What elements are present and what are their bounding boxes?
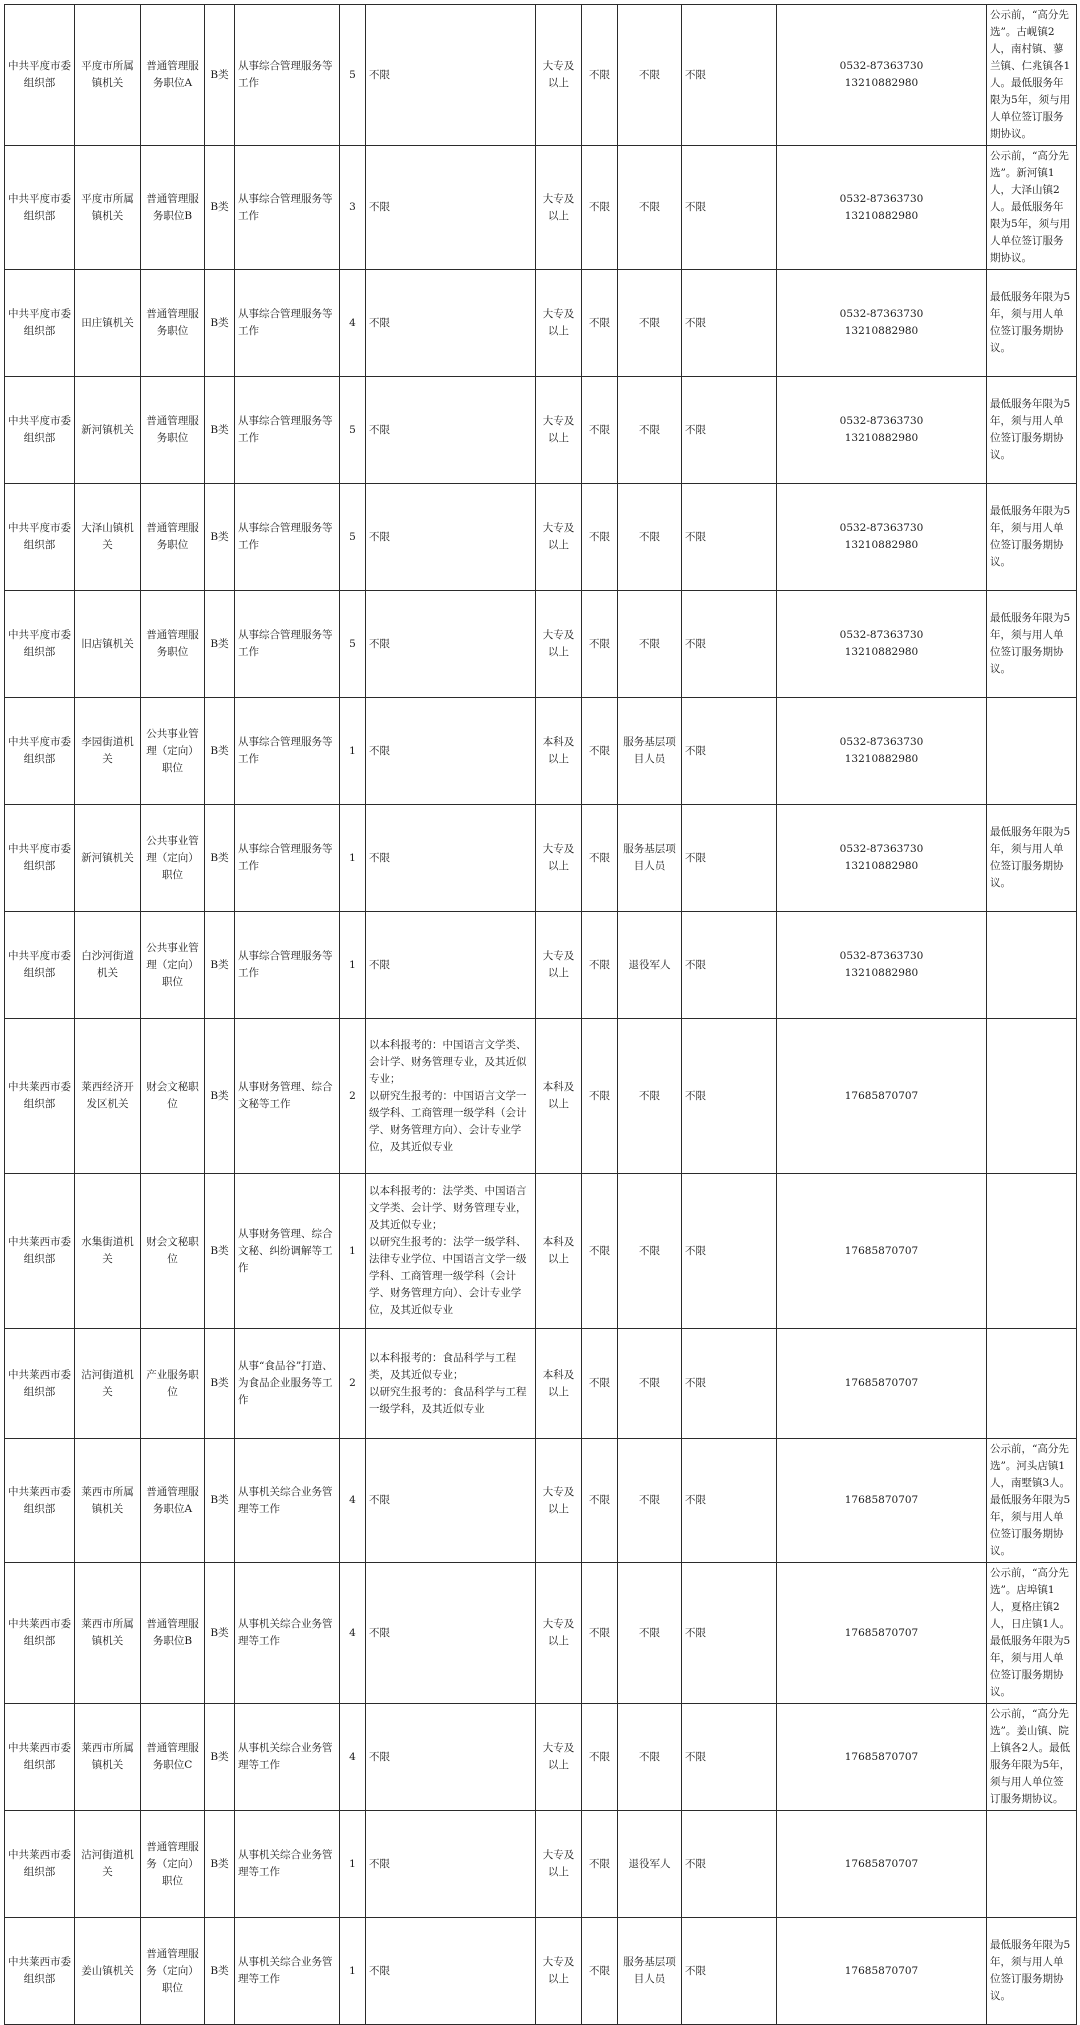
degree-cell: 不限 [582,591,618,698]
post-cell: 普通管理服务职位A [141,5,205,146]
category-cell: B类 [205,484,235,591]
major-cell: 以本科报考的：中国语言文学类、会计学、财务管理专业，及其近似专业； 以研究生报考的：中国语言文学一级学科、工商管理一级学科（会计学、财务管理方向）、会计专业学位，及其近似专业 [366,1019,536,1174]
scope-cell: 不限 [618,1329,682,1439]
category-cell: B类 [205,377,235,484]
major-cell: 不限 [366,5,536,146]
table-row [5,1174,1077,1329]
duty-cell: 从事综合管理服务等工作 [235,377,340,484]
dept-cell: 中共平度市委组织部 [5,484,75,591]
education-cell: 本科及以上 [536,698,582,805]
education-cell: 大专及以上 [536,1563,582,1704]
other-cell: 不限 [682,270,777,377]
other-cell: 不限 [682,1563,777,1704]
category-cell: B类 [205,270,235,377]
scope-cell: 不限 [618,377,682,484]
category-cell: B类 [205,1563,235,1704]
dept-cell: 中共莱西市委组织部 [5,1329,75,1439]
note-cell: 最低服务年限为5年，须与用人单位签订服务期协议。 [987,377,1077,484]
dept-cell: 中共平度市委组织部 [5,591,75,698]
degree-cell: 不限 [582,912,618,1019]
count-cell: 4 [340,1704,366,1811]
post-cell: 普通管理服务职位C [141,1704,205,1811]
scope-cell: 不限 [618,591,682,698]
degree-cell: 不限 [582,377,618,484]
count-cell: 5 [340,591,366,698]
phone-cell: 17685870707 [777,1704,987,1811]
note-cell [987,1811,1077,1918]
duty-cell: 从事机关综合业务管理等工作 [235,1563,340,1704]
post-cell: 普通管理服务职位 [141,484,205,591]
post-cell: 普通管理服务职位B [141,1563,205,1704]
table-row [5,377,1077,484]
dept-cell: 中共莱西市委组织部 [5,1704,75,1811]
major-cell: 不限 [366,1918,536,2025]
degree-cell: 不限 [582,1811,618,1918]
degree-cell: 不限 [582,484,618,591]
count-cell: 1 [340,1811,366,1918]
count-cell: 4 [340,1439,366,1563]
duty-cell: 从事综合管理服务等工作 [235,5,340,146]
unit-cell: 田庄镇机关 [75,270,141,377]
post-cell: 普通管理服务（定向）职位 [141,1811,205,1918]
unit-cell: 莱西市所属镇机关 [75,1563,141,1704]
scope-cell: 服务基层项目人员 [618,805,682,912]
category-cell: B类 [205,698,235,805]
count-cell: 1 [340,912,366,1019]
scope-cell: 退役军人 [618,912,682,1019]
table-row [5,484,1077,591]
table-row [5,5,1077,146]
table-row [5,1563,1077,1704]
count-cell: 4 [340,1563,366,1704]
post-cell: 财会文秘职位 [141,1019,205,1174]
table-row [5,698,1077,805]
phone-cell: 0532-87363730 13210882980 [777,270,987,377]
recruitment-table [4,4,1077,2025]
dept-cell: 中共平度市委组织部 [5,912,75,1019]
dept-cell: 中共平度市委组织部 [5,146,75,270]
duty-cell: 从事机关综合业务管理等工作 [235,1704,340,1811]
major-cell: 不限 [366,270,536,377]
major-cell: 不限 [366,1439,536,1563]
count-cell: 5 [340,377,366,484]
phone-cell: 0532-87363730 13210882980 [777,805,987,912]
note-cell: 最低服务年限为5年，须与用人单位签订服务期协议。 [987,591,1077,698]
education-cell: 大专及以上 [536,805,582,912]
other-cell: 不限 [682,912,777,1019]
phone-cell: 17685870707 [777,1174,987,1329]
major-cell: 以本科报考的：法学类、中国语言文学类、会计学、财务管理专业，及其近似专业； 以研究生报考的：法学一级学科、法律专业学位、中国语言文学一级学科、工商管理一级学科（会计学、财务管理方向）、会计专业学位，及其近似专业 [366,1174,536,1329]
unit-cell: 姜山镇机关 [75,1918,141,2025]
phone-cell: 17685870707 [777,1329,987,1439]
duty-cell: 从事“食品谷”打造、为食品企业服务等工作 [235,1329,340,1439]
dept-cell: 中共莱西市委组织部 [5,1918,75,2025]
duty-cell: 从事机关综合业务管理等工作 [235,1811,340,1918]
major-cell: 不限 [366,698,536,805]
degree-cell: 不限 [582,1329,618,1439]
category-cell: B类 [205,591,235,698]
note-cell: 公示前，“高分先选”。河头店镇1人，南墅镇3人。最低服务年限为5年，须与用人单位签订服务期协议。 [987,1439,1077,1563]
note-cell: 公示前，“高分先选”。姜山镇、院上镇各2人。最低服务年限为5年，须与用人单位签订服务期协议。 [987,1704,1077,1811]
unit-cell: 沽河街道机关 [75,1811,141,1918]
count-cell: 2 [340,1329,366,1439]
unit-cell: 白沙河街道机关 [75,912,141,1019]
major-cell: 不限 [366,1563,536,1704]
education-cell: 大专及以上 [536,591,582,698]
category-cell: B类 [205,1329,235,1439]
unit-cell: 莱西经济开发区机关 [75,1019,141,1174]
major-cell: 不限 [366,805,536,912]
duty-cell: 从事机关综合业务管理等工作 [235,1439,340,1563]
table-row [5,146,1077,270]
degree-cell: 不限 [582,1439,618,1563]
other-cell: 不限 [682,1174,777,1329]
category-cell: B类 [205,5,235,146]
phone-cell: 17685870707 [777,1019,987,1174]
note-cell [987,1329,1077,1439]
dept-cell: 中共平度市委组织部 [5,270,75,377]
other-cell: 不限 [682,5,777,146]
unit-cell: 莱西市所属镇机关 [75,1439,141,1563]
scope-cell: 不限 [618,1704,682,1811]
category-cell: B类 [205,1019,235,1174]
other-cell: 不限 [682,1439,777,1563]
scope-cell: 退役军人 [618,1811,682,1918]
post-cell: 财会文秘职位 [141,1174,205,1329]
major-cell: 不限 [366,1704,536,1811]
post-cell: 普通管理服务职位 [141,270,205,377]
education-cell: 本科及以上 [536,1174,582,1329]
unit-cell: 莱西市所属镇机关 [75,1704,141,1811]
duty-cell: 从事综合管理服务等工作 [235,805,340,912]
degree-cell: 不限 [582,146,618,270]
dept-cell: 中共莱西市委组织部 [5,1563,75,1704]
dept-cell: 中共莱西市委组织部 [5,1019,75,1174]
major-cell: 以本科报考的：食品科学与工程类，及其近似专业； 以研究生报考的：食品科学与工程一级学科，及其近似专业 [366,1329,536,1439]
education-cell: 大专及以上 [536,484,582,591]
note-cell [987,912,1077,1019]
category-cell: B类 [205,912,235,1019]
other-cell: 不限 [682,1918,777,2025]
other-cell: 不限 [682,805,777,912]
education-cell: 大专及以上 [536,1439,582,1563]
dept-cell: 中共平度市委组织部 [5,5,75,146]
unit-cell: 沽河街道机关 [75,1329,141,1439]
category-cell: B类 [205,1439,235,1563]
degree-cell: 不限 [582,805,618,912]
count-cell: 4 [340,270,366,377]
other-cell: 不限 [682,1329,777,1439]
note-cell: 公示前，“高分先选”。店埠镇1人，夏格庄镇2人，日庄镇1人。最低服务年限为5年，须与用人单位签订服务期协议。 [987,1563,1077,1704]
count-cell: 1 [340,1918,366,2025]
table-row [5,270,1077,377]
post-cell: 普通管理服务职位 [141,591,205,698]
dept-cell: 中共莱西市委组织部 [5,1439,75,1563]
unit-cell: 李园街道机关 [75,698,141,805]
table-row [5,1329,1077,1439]
scope-cell: 不限 [618,1174,682,1329]
major-cell: 不限 [366,377,536,484]
other-cell: 不限 [682,591,777,698]
count-cell: 1 [340,698,366,805]
degree-cell: 不限 [582,698,618,805]
phone-cell: 0532-87363730 13210882980 [777,912,987,1019]
phone-cell: 17685870707 [777,1918,987,2025]
note-cell: 公示前，“高分先选”。新河镇1人，大泽山镇2人。最低服务年限为5年，须与用人单位签订服务期协议。 [987,146,1077,270]
degree-cell: 不限 [582,1174,618,1329]
other-cell: 不限 [682,146,777,270]
phone-cell: 17685870707 [777,1439,987,1563]
post-cell: 普通管理服务职位 [141,377,205,484]
duty-cell: 从事综合管理服务等工作 [235,912,340,1019]
count-cell: 1 [340,1174,366,1329]
major-cell: 不限 [366,912,536,1019]
table-body [5,5,1077,2025]
count-cell: 2 [340,1019,366,1174]
education-cell: 大专及以上 [536,1811,582,1918]
table-row [5,805,1077,912]
education-cell: 大专及以上 [536,1918,582,2025]
duty-cell: 从事综合管理服务等工作 [235,698,340,805]
post-cell: 公共事业管理（定向）职位 [141,698,205,805]
table-row [5,912,1077,1019]
phone-cell: 0532-87363730 13210882980 [777,484,987,591]
post-cell: 公共事业管理（定向）职位 [141,912,205,1019]
category-cell: B类 [205,1811,235,1918]
major-cell: 不限 [366,591,536,698]
category-cell: B类 [205,146,235,270]
note-cell: 最低服务年限为5年，须与用人单位签订服务期协议。 [987,484,1077,591]
note-cell [987,698,1077,805]
education-cell: 大专及以上 [536,377,582,484]
note-cell: 最低服务年限为5年，须与用人单位签订服务期协议。 [987,270,1077,377]
unit-cell: 平度市所属镇机关 [75,5,141,146]
degree-cell: 不限 [582,1563,618,1704]
category-cell: B类 [205,805,235,912]
phone-cell: 0532-87363730 13210882980 [777,5,987,146]
other-cell: 不限 [682,377,777,484]
major-cell: 不限 [366,1811,536,1918]
table-row [5,1439,1077,1563]
duty-cell: 从事财务管理、综合文秘等工作 [235,1019,340,1174]
dept-cell: 中共平度市委组织部 [5,698,75,805]
table-row [5,1704,1077,1811]
post-cell: 普通管理服务职位B [141,146,205,270]
degree-cell: 不限 [582,1704,618,1811]
unit-cell: 新河镇机关 [75,377,141,484]
count-cell: 3 [340,146,366,270]
unit-cell: 平度市所属镇机关 [75,146,141,270]
scope-cell: 不限 [618,1563,682,1704]
education-cell: 大专及以上 [536,5,582,146]
post-cell: 普通管理服务（定向）职位 [141,1918,205,2025]
post-cell: 产业服务职位 [141,1329,205,1439]
other-cell: 不限 [682,1019,777,1174]
degree-cell: 不限 [582,1918,618,2025]
education-cell: 本科及以上 [536,1019,582,1174]
other-cell: 不限 [682,1704,777,1811]
other-cell: 不限 [682,698,777,805]
phone-cell: 17685870707 [777,1563,987,1704]
phone-cell: 0532-87363730 13210882980 [777,377,987,484]
dept-cell: 中共平度市委组织部 [5,377,75,484]
phone-cell: 0532-87363730 13210882980 [777,146,987,270]
note-cell: 最低服务年限为5年，须与用人单位签订服务期协议。 [987,805,1077,912]
duty-cell: 从事财务管理、综合文秘、纠纷调解等工作 [235,1174,340,1329]
unit-cell: 水集街道机关 [75,1174,141,1329]
phone-cell: 0532-87363730 13210882980 [777,591,987,698]
education-cell: 大专及以上 [536,912,582,1019]
education-cell: 大专及以上 [536,270,582,377]
unit-cell: 新河镇机关 [75,805,141,912]
category-cell: B类 [205,1174,235,1329]
scope-cell: 不限 [618,5,682,146]
scope-cell: 服务基层项目人员 [618,1918,682,2025]
major-cell: 不限 [366,484,536,591]
table-row [5,591,1077,698]
post-cell: 普通管理服务职位A [141,1439,205,1563]
scope-cell: 不限 [618,270,682,377]
count-cell: 5 [340,5,366,146]
category-cell: B类 [205,1704,235,1811]
scope-cell: 不限 [618,1019,682,1174]
table-row [5,1811,1077,1918]
degree-cell: 不限 [582,5,618,146]
education-cell: 大专及以上 [536,146,582,270]
note-cell [987,1174,1077,1329]
phone-cell: 0532-87363730 13210882980 [777,698,987,805]
note-cell [987,1019,1077,1174]
other-cell: 不限 [682,1811,777,1918]
dept-cell: 中共莱西市委组织部 [5,1174,75,1329]
duty-cell: 从事机关综合业务管理等工作 [235,1918,340,2025]
duty-cell: 从事综合管理服务等工作 [235,270,340,377]
duty-cell: 从事综合管理服务等工作 [235,484,340,591]
education-cell: 大专及以上 [536,1704,582,1811]
table-row [5,1019,1077,1174]
category-cell: B类 [205,1918,235,2025]
note-cell: 最低服务年限为5年，须与用人单位签订服务期协议。 [987,1918,1077,2025]
scope-cell: 不限 [618,484,682,591]
phone-cell: 17685870707 [777,1811,987,1918]
count-cell: 1 [340,805,366,912]
scope-cell: 不限 [618,146,682,270]
education-cell: 本科及以上 [536,1329,582,1439]
major-cell: 不限 [366,146,536,270]
count-cell: 5 [340,484,366,591]
duty-cell: 从事综合管理服务等工作 [235,591,340,698]
note-cell: 公示前，“高分先选”。古岘镇2人，南村镇、蓼兰镇、仁兆镇各1人。最低服务年限为5年，须与用人单位签订服务期协议。 [987,5,1077,146]
unit-cell: 大泽山镇机关 [75,484,141,591]
unit-cell: 旧店镇机关 [75,591,141,698]
degree-cell: 不限 [582,270,618,377]
table-row [5,1918,1077,2025]
scope-cell: 不限 [618,1439,682,1563]
dept-cell: 中共莱西市委组织部 [5,1811,75,1918]
scope-cell: 服务基层项目人员 [618,698,682,805]
dept-cell: 中共平度市委组织部 [5,805,75,912]
degree-cell: 不限 [582,1019,618,1174]
post-cell: 公共事业管理（定向）职位 [141,805,205,912]
other-cell: 不限 [682,484,777,591]
duty-cell: 从事综合管理服务等工作 [235,146,340,270]
